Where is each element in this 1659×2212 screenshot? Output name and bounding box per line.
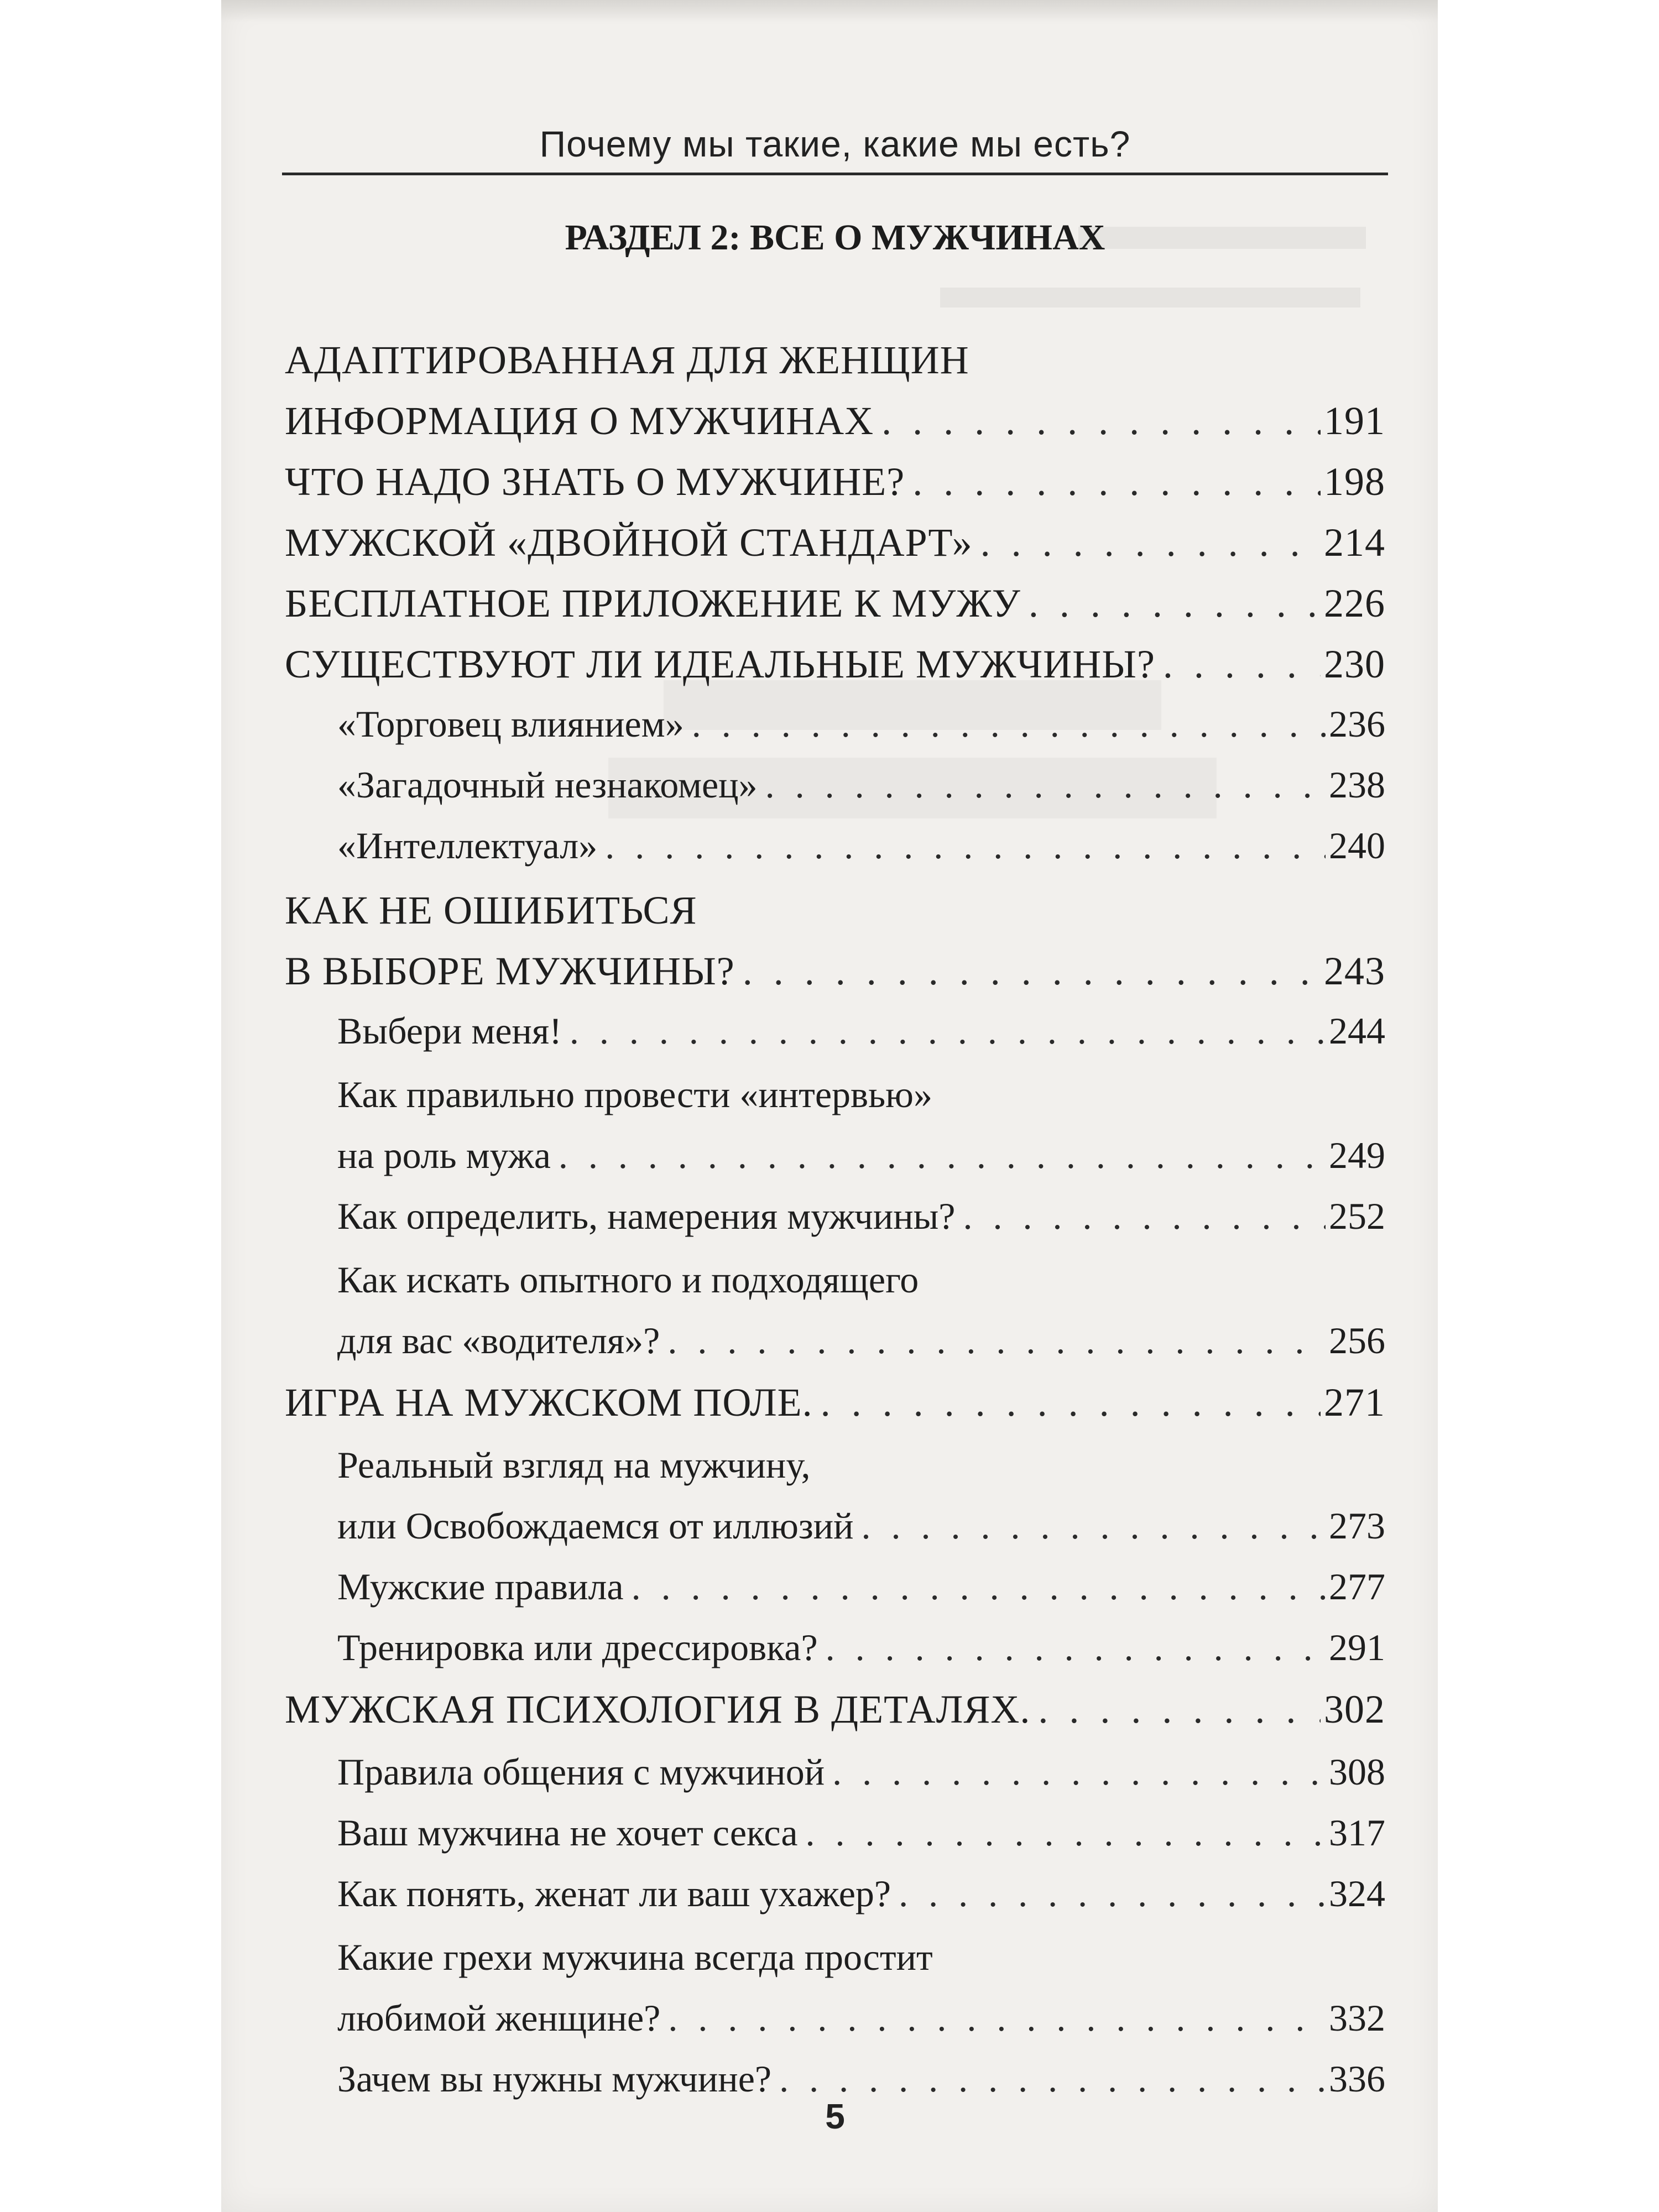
toc-entry-title: «Торговец влиянием»	[337, 703, 684, 745]
toc-page-number: 324	[1329, 1872, 1385, 1914]
toc-page-number: 302	[1324, 1687, 1385, 1731]
toc-entry-title: для вас «водителя»?	[337, 1319, 660, 1361]
toc-entry-title: Как правильно провести «интервью»	[337, 1073, 932, 1115]
toc-entry	[285, 641, 1385, 697]
toc-entry-title: В ВЫБОРЕ МУЖЧИНЫ?	[285, 949, 735, 993]
toc-entry-title: МУЖСКАЯ ПСИХОЛОГИЯ В ДЕТАЛЯХ.	[285, 1687, 1031, 1731]
toc-subentry	[337, 1750, 1385, 1806]
toc-entry-title: «Интеллектуал»	[337, 825, 598, 867]
toc-subentry	[337, 1073, 1385, 1128]
toc-subentry	[337, 1996, 1385, 2052]
toc-entry	[285, 459, 1385, 514]
toc-entry-title: БЕСПЛАТНОЕ ПРИЛОЖЕНИЕ К МУЖУ	[285, 581, 1021, 625]
toc-page-number: 236	[1329, 703, 1385, 745]
dot-leader	[1038, 1687, 1321, 1733]
toc-entry-title: Правила общения с мужчиной	[337, 1751, 825, 1793]
toc-entry-title: на роль мужа	[337, 1134, 551, 1176]
toc-page-number: 243	[1324, 949, 1385, 993]
toc-entry	[285, 398, 1385, 453]
dot-leader	[862, 1504, 1326, 1548]
toc-page-number: 252	[1329, 1195, 1385, 1237]
toc-page-number: 317	[1329, 1812, 1385, 1854]
dot-leader	[963, 1194, 1326, 1238]
dot-leader	[980, 520, 1321, 566]
toc-page-number: 191	[1324, 399, 1385, 443]
bleed-through-texture	[940, 288, 1360, 307]
dot-leader	[605, 824, 1326, 868]
toc-entry	[285, 888, 1385, 943]
toc-subentry	[337, 1811, 1385, 1866]
toc-subentry	[337, 824, 1385, 879]
toc-page-number: 308	[1329, 1751, 1385, 1793]
toc-subentry	[337, 1626, 1385, 1681]
toc-subentry	[337, 1936, 1385, 1991]
toc-entry	[285, 948, 1385, 1004]
toc-entry-title: Тренировка или дрессировка?	[337, 1626, 818, 1668]
toc-subentry	[337, 1872, 1385, 1927]
dot-leader	[806, 1811, 1326, 1855]
dot-leader	[743, 948, 1321, 994]
dot-leader	[765, 763, 1326, 807]
toc-subentry	[337, 1194, 1385, 1250]
dot-leader	[881, 398, 1321, 444]
toc-entry-title: Реальный взгляд на мужчину,	[337, 1444, 811, 1486]
dot-leader	[692, 702, 1326, 746]
running-head: Почему мы такие, какие мы есть?	[539, 123, 1131, 164]
toc-page-number: 238	[1329, 764, 1385, 806]
toc-entry-title: Какие грехи мужчина всегда простит	[337, 1936, 933, 1978]
toc-page-number: 273	[1329, 1505, 1385, 1547]
dot-leader	[632, 1565, 1326, 1609]
toc-entry-title: СУЩЕСТВУЮТ ЛИ ИДЕАЛЬНЫЕ МУЖЧИНЫ?	[285, 642, 1155, 686]
dot-leader	[559, 1134, 1326, 1177]
toc-entry-title: Как искать опытного и подходящего	[337, 1259, 919, 1301]
dot-leader	[1029, 581, 1321, 627]
toc-page-number: 291	[1329, 1626, 1385, 1668]
toc-subentry	[337, 1504, 1385, 1559]
toc-entry-title: Как понять, женат ли ваш ухажер?	[337, 1872, 891, 1914]
toc-page-number: 336	[1329, 2058, 1385, 2100]
dot-leader	[821, 1380, 1321, 1426]
toc-page-number: 198	[1324, 460, 1385, 504]
toc-subentry	[337, 763, 1385, 818]
dot-leader	[826, 1626, 1326, 1670]
toc-entry	[285, 1380, 1385, 1435]
toc-page-number: 214	[1324, 520, 1385, 565]
toc-entry-title: «Загадочный незнакомец»	[337, 764, 758, 806]
toc-entry-title: Мужские правила	[337, 1566, 624, 1608]
dot-leader	[832, 1750, 1326, 1794]
toc-entry-title: Как определить, намерения мужчины?	[337, 1195, 956, 1237]
dot-leader	[912, 459, 1321, 505]
toc-entry-title: или Освобождаемся от иллюзий	[337, 1505, 854, 1547]
toc-page-number: 271	[1324, 1380, 1385, 1425]
toc-entry-title: ЧТО НАДО ЗНАТЬ О МУЖЧИНЕ?	[285, 460, 905, 504]
toc-page-number: 226	[1324, 581, 1385, 625]
toc-subentry	[337, 1443, 1385, 1499]
dot-leader	[779, 2057, 1326, 2101]
toc-subentry	[337, 1565, 1385, 1620]
toc-entry-title: Ваш мужчина не хочет секса	[337, 1812, 798, 1854]
dot-leader	[899, 1872, 1326, 1916]
dot-leader	[570, 1009, 1326, 1053]
toc-subentry	[337, 1319, 1385, 1374]
toc-entry	[285, 581, 1385, 636]
toc-page-number: 240	[1329, 825, 1385, 867]
dot-leader	[1163, 641, 1321, 687]
toc-entry-title: МУЖСКОЙ «ДВОЙНОЙ СТАНДАРТ»	[285, 520, 973, 565]
toc-entry-title: ИГРА НА МУЖСКОМ ПОЛЕ.	[285, 1380, 813, 1425]
toc-page-number: 277	[1329, 1566, 1385, 1608]
section-title: РАЗДЕЛ 2: ВСЕ О МУЖЧИНАХ	[565, 217, 1105, 258]
toc-entry	[285, 1687, 1385, 1742]
toc-entry-title: Выбери меня!	[337, 1010, 562, 1052]
toc-entry	[285, 337, 1385, 393]
toc-entry-title: АДАПТИРОВАННАЯ ДЛЯ ЖЕНЩИН	[285, 338, 969, 382]
toc-subentry	[337, 1134, 1385, 1189]
toc-page-number: 244	[1329, 1010, 1385, 1052]
paper-edge-shadow	[221, 0, 1438, 22]
toc-subentry	[337, 1258, 1385, 1313]
toc-entry-title: любимой женщине?	[337, 1997, 661, 2039]
toc-page-number: 256	[1329, 1319, 1385, 1361]
toc-entry-title: Зачем вы нужны мужчине?	[337, 2058, 772, 2100]
toc-page-number: 230	[1324, 642, 1385, 686]
header-rule	[282, 173, 1388, 175]
dot-leader	[667, 1319, 1326, 1363]
toc-entry-title: КАК НЕ ОШИБИТЬСЯ	[285, 888, 697, 932]
toc-entry-title: ИНФОРМАЦИЯ О МУЖЧИНАХ	[285, 399, 874, 443]
toc-page-number: 249	[1329, 1134, 1385, 1176]
toc-subentry	[337, 702, 1385, 758]
toc-page-number: 332	[1329, 1997, 1385, 2039]
page-number: 5	[825, 2096, 845, 2136]
dot-leader	[668, 1996, 1326, 2040]
toc-entry	[285, 520, 1385, 575]
toc-subentry	[337, 1009, 1385, 1065]
